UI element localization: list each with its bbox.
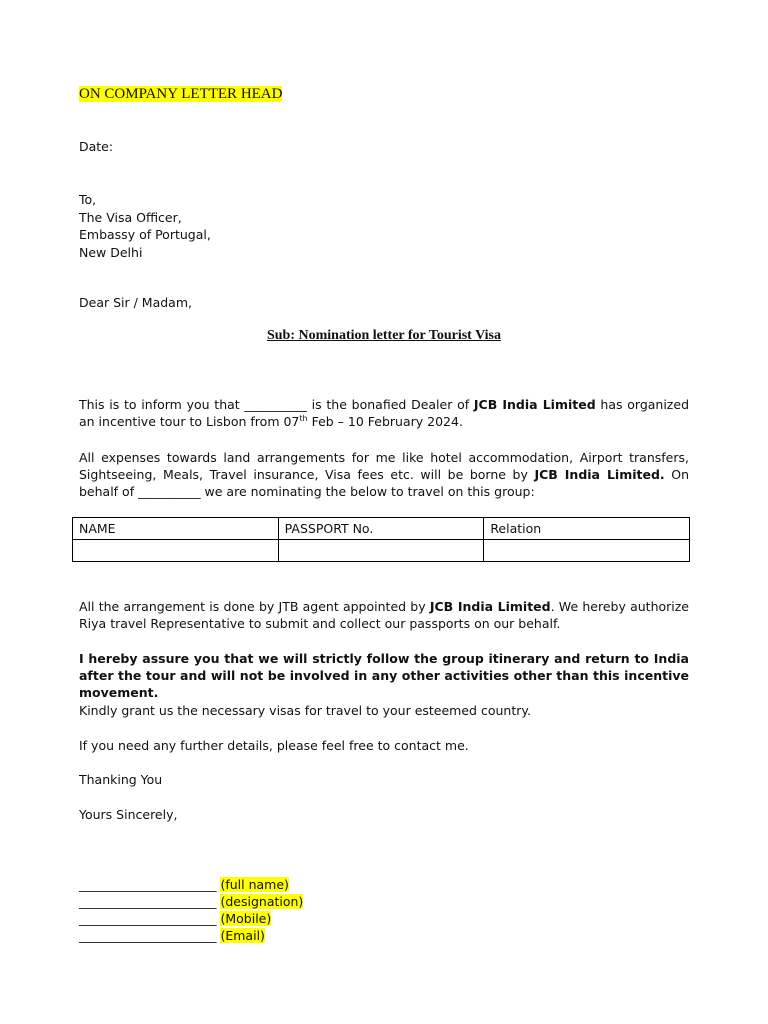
- address-line: The Visa Officer,: [79, 209, 182, 225]
- signature-blank: ______________________: [79, 911, 217, 926]
- salutation: Dear Sir / Madam,: [79, 295, 192, 310]
- header-passport: PASSPORT No.: [278, 518, 484, 540]
- designation-placeholder: (designation): [220, 894, 304, 909]
- signature-block: [79, 876, 303, 944]
- letterhead-placeholder: [79, 86, 282, 103]
- table-row: [73, 540, 690, 562]
- signature-row: [79, 893, 303, 910]
- contact-paragraph: If you need any further details, please feel free to contact me.: [79, 738, 469, 753]
- header-name: NAME: [73, 518, 279, 540]
- company-name: JCB India Limited: [429, 599, 551, 614]
- signature-row: [79, 876, 303, 893]
- request-paragraph: Kindly grant us the necessary visas for travel to your esteemed country.: [79, 703, 531, 718]
- company-name: JCB India Limited.: [534, 467, 665, 482]
- ordinal-suffix: th: [299, 413, 308, 423]
- text-run: . We hereby authorize Riya travel Representative to submit and collect our passports on our behalf.: [79, 599, 690, 631]
- expenses-paragraph: [79, 449, 689, 500]
- text-run: All expenses towards land arrangements for me like hotel accommodation, Airport transfers, Sightseeing, Meals, Travel insurance, Visa fees etc. will be borne by: [79, 450, 689, 482]
- signature-blank: ______________________: [79, 894, 217, 909]
- assurance-paragraph: I hereby assure you that we will strictly follow the group itinerary and return to India after the tour and will not be involved in any other activities other than this incentive movement.: [79, 651, 689, 700]
- arrangement-paragraph: [79, 598, 689, 632]
- address-line: To,: [79, 192, 97, 207]
- company-name: JCB India Limited: [473, 397, 596, 412]
- header-relation: Relation: [484, 518, 690, 540]
- thanks-line: Thanking You: [79, 772, 163, 787]
- table-header-row: [73, 518, 690, 540]
- signature-row: [79, 910, 303, 927]
- signature-row: [79, 927, 303, 944]
- subject-line: Sub: Nomination letter for Tourist Visa: [266, 328, 501, 343]
- closing-line: Yours Sincerely,: [79, 807, 178, 822]
- text-run: This is to inform you that __________ is the bonafied Dealer of: [79, 397, 474, 412]
- address-line: New Delhi: [79, 244, 143, 260]
- text-run: Feb – 10 February 2024.: [307, 414, 463, 429]
- mobile-placeholder: (Mobile): [220, 911, 272, 926]
- signature-blank: ______________________: [79, 928, 217, 943]
- date-label: Date:: [79, 139, 114, 154]
- text-run: On behalf of __________ we are nominating the below to travel on this group:: [79, 467, 689, 499]
- table-cell: [278, 540, 484, 562]
- table-cell: [73, 540, 279, 562]
- signature-blank: ______________________: [79, 877, 217, 892]
- address-line: Embassy of Portugal,: [79, 227, 211, 242]
- text-run: All the arrangement is done by JTB agent appointed by: [79, 599, 430, 614]
- full-name-placeholder: (full name): [220, 877, 289, 892]
- recipient-address: [79, 191, 211, 261]
- email-placeholder: (Email): [220, 928, 265, 943]
- intro-paragraph: [79, 396, 689, 430]
- text-run: has organized an incentive tour to Lisbon from 07: [79, 397, 689, 429]
- table-cell: [484, 540, 690, 562]
- nomination-table: [72, 517, 690, 562]
- letterhead-text: ON COMPANY LETTER HEAD: [79, 86, 283, 102]
